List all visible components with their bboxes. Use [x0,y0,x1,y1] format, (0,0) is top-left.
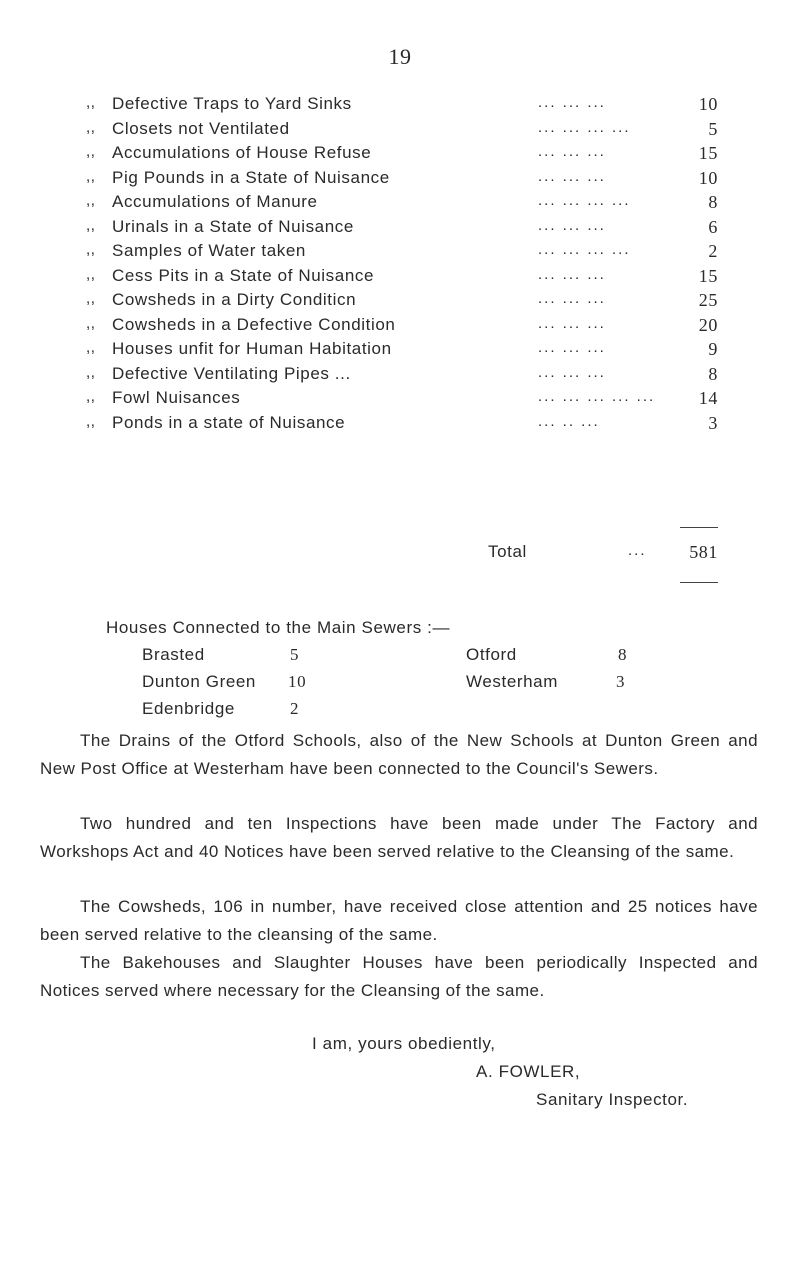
signatory-name: A. FOWLER, [476,1062,581,1081]
list-item [86,143,718,168]
sewer-entry [142,645,322,665]
item-label: Pig Pounds in a State of Nuisance [112,167,390,187]
sewer-entry [142,699,322,719]
list-item [86,168,718,193]
leader-dots: ... ... ... ... [538,118,631,136]
total-label: Total [488,542,527,561]
sewers-heading: Houses Connected to the Main Sewers :— [106,618,451,637]
list-item [86,339,718,364]
ditto-mark: ,, [86,265,96,283]
ditto-mark: ,, [86,388,96,405]
salutation: I am, yours obediently, [312,1034,496,1053]
item-count: 2 [708,241,718,261]
leader-dots: ... .. ... [538,412,600,430]
list-item [86,217,718,242]
item-count: 6 [708,216,718,237]
list-item [86,241,718,266]
leader-dots: ... ... ... [538,265,606,283]
leader-dots: ... ... ... [538,363,606,381]
item-label: Accumulations of Manure [112,192,318,211]
leader-dots: ... ... ... [538,216,606,234]
signatory-title: Sanitary Inspector. [536,1090,689,1109]
sewer-connections [106,618,726,729]
paragraph: The Drains of the Otford Schools, also of the New Schools at Dunton Green and New Post Office at Westerham have been connected to the Council's Sewers. [40,731,758,778]
ditto-mark: ,, [86,192,96,209]
sewer-entry [142,672,322,692]
leader-dots: ... ... ... [538,167,606,185]
sewer-count: 3 [616,672,626,691]
ditto-mark: ,, [86,167,96,185]
leader-dots: ... ... ... [538,290,606,307]
item-count: 20 [698,314,718,335]
ditto-mark: ,, [86,412,96,430]
leader-dots: ... ... ... [538,94,606,111]
list-item [86,364,718,389]
item-count: 8 [708,363,718,384]
item-label: Houses unfit for Human Habitation [112,339,392,358]
total-rule-top [680,527,718,528]
ditto-mark: ,, [86,143,96,160]
total-row [86,542,718,568]
item-label: Samples of Water taken [112,241,306,260]
leader-dots: ... ... ... ... ... [538,388,656,405]
item-label: Cess Pits in a State of Nuisance [112,265,375,285]
sewer-count: 5 [290,645,300,664]
sewer-place: Brasted [142,645,205,664]
sewer-entry [466,672,646,692]
item-label: Accumulations of House Refuse [112,143,372,162]
item-count: 15 [698,143,718,163]
sewer-place: Westerham [466,672,559,691]
sewer-grid [106,645,726,729]
item-count: 10 [698,167,718,188]
item-count: 5 [708,118,718,139]
list-item [86,290,718,315]
sewer-place: Otford [466,645,517,664]
sewer-entry [466,645,646,665]
sewer-place: Dunton Green [142,672,256,691]
ditto-mark: ,, [86,241,96,258]
leader-dots: ... ... ... [538,143,606,160]
list-item [86,192,718,217]
item-label: Urinals in a State of Nuisance [112,216,354,236]
leader-dots: ... [628,542,647,559]
item-label: Defective Ventilating Pipes ... [112,363,351,383]
item-count: 15 [698,265,718,286]
paragraph: The Bakehouses and Slaughter Houses have been periodically Inspected and Notices served where necessary for the Cleansing of the same. [40,953,758,1000]
sewer-count: 8 [618,645,628,664]
item-label: Fowl Nuisances [112,388,241,407]
item-label: Defective Traps to Yard Sinks [112,94,352,113]
list-item [86,413,718,438]
paragraph: The Cowsheds, 106 in number, have received close attention and 25 notices have been served relative to the cleansing of the same. [40,897,758,944]
list-item [86,94,718,119]
leader-dots: ... ... ... [538,339,606,356]
list-item [86,266,718,291]
total-value: 581 [689,542,718,562]
sewer-count: 10 [288,672,307,691]
leader-dots: ... ... ... [538,314,606,332]
ditto-mark: ,, [86,339,96,356]
sewer-place: Edenbridge [142,699,235,718]
list-item [86,119,718,144]
paragraph: Two hundred and ten Inspections have been made under The Factory and Workshops Act and 40 Notices have been served relative to the Cleansing of the same. [40,814,758,861]
leader-dots: ... ... ... ... [538,241,631,258]
ditto-mark: ,, [86,118,96,136]
total-rule-bottom [680,582,718,583]
sewer-count: 2 [290,699,300,718]
leader-dots: ... ... ... ... [538,192,631,209]
item-count: 8 [708,192,718,212]
item-count: 25 [698,290,718,310]
ditto-mark: ,, [86,216,96,234]
item-label: Cowsheds in a Defective Condition [112,314,396,334]
nuisance-list [86,94,718,437]
item-count: 14 [698,388,718,408]
list-item [86,388,718,413]
ditto-mark: ,, [86,314,96,332]
item-count: 10 [698,94,718,114]
ditto-mark: ,, [86,94,96,111]
item-label: Cowsheds in a Dirty Conditicn [112,290,357,309]
list-item [86,315,718,340]
ditto-mark: ,, [86,290,96,307]
item-count: 3 [708,412,718,433]
ditto-mark: ,, [86,363,96,381]
item-label: Closets not Ventilated [112,118,290,138]
page-number: 19 [388,44,412,69]
item-count: 9 [708,339,718,359]
item-label: Ponds in a state of Nuisance [112,412,346,432]
